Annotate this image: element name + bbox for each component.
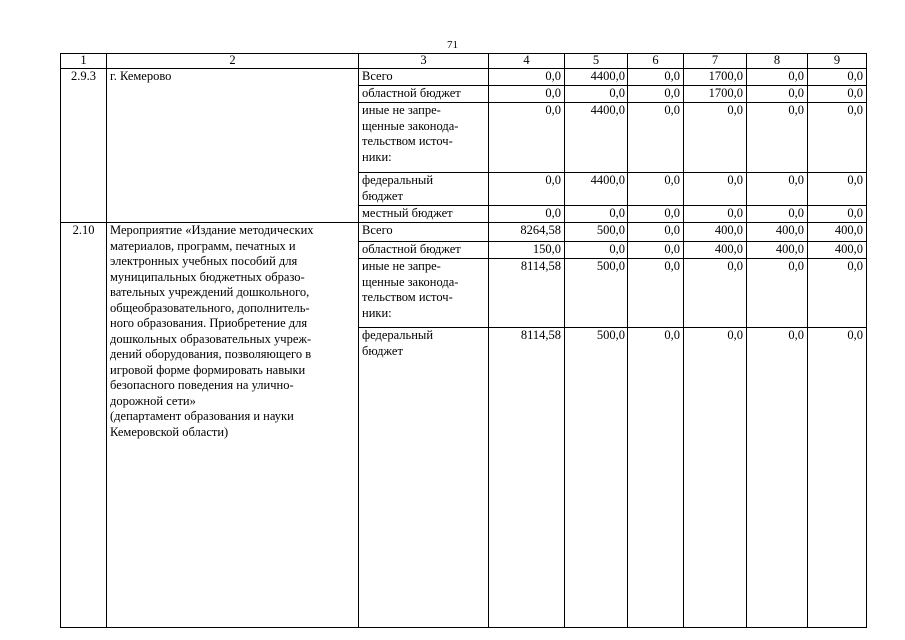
value-cell: 8264,58: [489, 223, 565, 242]
funding-source: [359, 173, 489, 206]
value-cell: 0,0: [808, 206, 867, 223]
value-cell: 0,0: [808, 259, 867, 328]
header-cell: 7: [684, 54, 747, 69]
value-cell: 0,0: [747, 86, 808, 103]
row-code: 2.9.3: [61, 69, 107, 223]
value-cell: 0,0: [684, 328, 747, 628]
value-cell: 400,0: [808, 242, 867, 259]
row-title-line: г. Кемерово: [110, 69, 172, 83]
row-title-line: муниципальных бюджетных образо-: [110, 269, 305, 284]
value-cell: 0,0: [489, 69, 565, 86]
funding-source: [359, 259, 489, 328]
row-title-line: Мероприятие «Издание методических: [110, 223, 314, 237]
value-cell: 0,0: [628, 206, 684, 223]
funding-source-line: федеральный: [362, 173, 434, 187]
value-cell: 0,0: [489, 173, 565, 206]
header-cell: 6: [628, 54, 684, 69]
funding-source-line: тельством источ-: [362, 290, 453, 304]
header-cell: 5: [565, 54, 628, 69]
value-cell: 0,0: [489, 103, 565, 173]
value-cell: 0,0: [808, 69, 867, 86]
value-cell: 0,0: [808, 86, 867, 103]
row-title-line: дошкольных образовательных учреж-: [110, 331, 312, 346]
row-title-line: общеобразовательного, дополнитель-: [110, 300, 310, 315]
value-cell: 400,0: [684, 223, 747, 242]
value-cell: 0,0: [628, 69, 684, 86]
funding-source-line: федеральный: [362, 328, 434, 342]
value-cell: 0,0: [489, 206, 565, 223]
value-cell: 8114,58: [489, 259, 565, 328]
row-title-line: игровой форме формировать навыки: [110, 362, 306, 377]
value-cell: 0,0: [628, 173, 684, 206]
value-cell: 0,0: [628, 259, 684, 328]
value-cell: 0,0: [747, 259, 808, 328]
value-cell: 1700,0: [684, 86, 747, 103]
funding-source-line: местный бюджет: [362, 206, 453, 220]
value-cell: 0,0: [565, 242, 628, 259]
funding-source-line: Всего: [362, 69, 393, 83]
header-cell: 2: [107, 54, 359, 69]
value-cell: 0,0: [684, 259, 747, 328]
funding-source-line: щенные законода-: [362, 118, 459, 133]
funding-source-line: ники:: [362, 305, 392, 320]
row-title-line: Кемеровской области): [110, 424, 229, 439]
value-cell: 4400,0: [565, 69, 628, 86]
header-cell: 1: [61, 54, 107, 69]
table-row: [61, 223, 867, 242]
value-cell: 0,0: [747, 328, 808, 628]
funding-source: [359, 103, 489, 173]
value-cell: 500,0: [565, 223, 628, 242]
value-cell: 0,0: [808, 328, 867, 628]
funding-source-line: Всего: [362, 223, 393, 237]
funding-source-line: щенные законода-: [362, 274, 459, 289]
funding-source: [359, 86, 489, 103]
row-title-line: безопасного поведения на улично-: [110, 378, 294, 392]
value-cell: 0,0: [628, 103, 684, 173]
value-cell: 4400,0: [565, 103, 628, 173]
value-cell: 0,0: [628, 86, 684, 103]
funding-source-line: областной бюджет: [362, 242, 461, 256]
value-cell: 8114,58: [489, 328, 565, 628]
row-title-line: материалов, программ, печатных и: [110, 238, 296, 253]
funding-source: [359, 69, 489, 86]
funding-source-line: бюджет: [362, 188, 403, 203]
funding-source-line: иные не запре-: [362, 259, 441, 273]
value-cell: 150,0: [489, 242, 565, 259]
value-cell: 0,0: [684, 206, 747, 223]
funding-source-line: бюджет: [362, 343, 403, 358]
value-cell: 0,0: [747, 103, 808, 173]
row-title-line: вательных учреждений дошкольного,: [110, 285, 310, 299]
value-cell: 1700,0: [684, 69, 747, 86]
row-title-line: ного образования. Приобретение для: [110, 316, 308, 330]
value-cell: 0,0: [808, 173, 867, 206]
page-number: 71: [447, 39, 458, 51]
value-cell: 0,0: [747, 69, 808, 86]
row-title-line: дорожной сети»: [110, 393, 196, 408]
header-row: [61, 54, 867, 69]
value-cell: 500,0: [565, 259, 628, 328]
funding-source: [359, 328, 489, 628]
value-cell: 400,0: [808, 223, 867, 242]
header-cell: 3: [359, 54, 489, 69]
table-row: [61, 69, 867, 86]
value-cell: 0,0: [684, 173, 747, 206]
value-cell: 0,0: [808, 103, 867, 173]
value-cell: 0,0: [628, 242, 684, 259]
funding-source: [359, 206, 489, 223]
funding-source-line: иные не запре-: [362, 103, 441, 117]
budget-table: [60, 53, 867, 628]
value-cell: 0,0: [747, 173, 808, 206]
row-title-line: дений оборудования, позволяющего в: [110, 347, 312, 361]
value-cell: 0,0: [565, 206, 628, 223]
value-cell: 0,0: [628, 328, 684, 628]
header-cell: 8: [747, 54, 808, 69]
value-cell: 0,0: [565, 86, 628, 103]
value-cell: 0,0: [747, 206, 808, 223]
value-cell: 500,0: [565, 328, 628, 628]
value-cell: 0,0: [628, 223, 684, 242]
value-cell: 400,0: [747, 223, 808, 242]
funding-source: [359, 223, 489, 242]
funding-source: [359, 242, 489, 259]
funding-source-line: областной бюджет: [362, 86, 461, 100]
funding-source-line: ники:: [362, 149, 392, 164]
value-cell: 400,0: [747, 242, 808, 259]
row-title: [107, 69, 359, 223]
header-cell: 4: [489, 54, 565, 69]
funding-source-line: тельством источ-: [362, 134, 453, 148]
header-cell: 9: [808, 54, 867, 69]
value-cell: 400,0: [684, 242, 747, 259]
value-cell: 0,0: [489, 86, 565, 103]
row-title-line: (департамент образования и науки: [110, 409, 294, 423]
row-title: [107, 223, 359, 628]
value-cell: 4400,0: [565, 173, 628, 206]
value-cell: 0,0: [684, 103, 747, 173]
row-code: 2.10: [61, 223, 107, 628]
row-title-line: электронных учебных пособий для: [110, 254, 298, 268]
